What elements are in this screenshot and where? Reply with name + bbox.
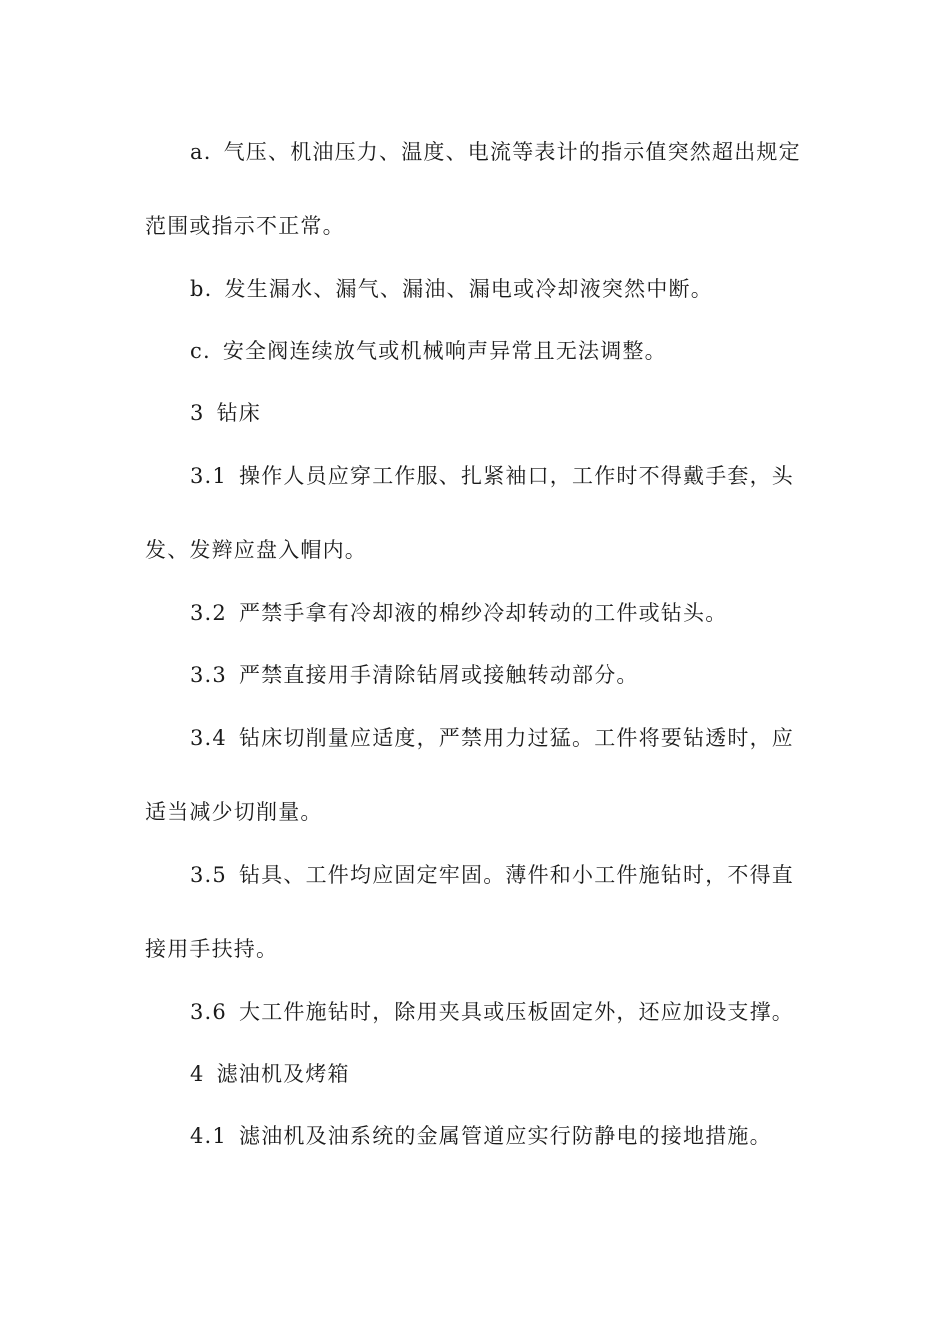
item-marker: a. [190, 140, 212, 164]
clause-3-4 [190, 723, 794, 753]
section-heading-3 [190, 398, 261, 428]
section-heading-4 [190, 1059, 350, 1089]
clause-4-1 [190, 1121, 772, 1151]
paragraph-text: 气压、机油压力、温度、电流等表计的指示值突然超出规定 [223, 140, 801, 164]
clause-3-3 [190, 660, 639, 690]
section-number: 3 [190, 401, 205, 425]
paragraph-text: 安全阀连续放气或机械响声异常且无法调整。 [222, 339, 667, 363]
list-item-a [190, 137, 801, 167]
paragraph-text: 滤油机及油系统的金属管道应实行防静电的接地措施。 [239, 1124, 772, 1148]
clause-number: 3.2 [190, 601, 227, 625]
paragraph-text: 发、发辫应盘入帽内。 [145, 538, 367, 562]
clause-3-1-continued [145, 535, 367, 565]
list-item-c [190, 336, 667, 366]
section-title: 钻床 [216, 401, 261, 425]
section-number: 4 [190, 1062, 205, 1086]
paragraph-text: 接用手扶持。 [145, 937, 279, 961]
paragraph-text: 范围或指示不正常。 [145, 214, 345, 238]
clause-number: 3.3 [190, 663, 227, 687]
clause-3-2 [190, 598, 727, 628]
item-marker: c. [190, 339, 211, 363]
paragraph-text: 严禁手拿有冷却液的棉纱冷却转动的工件或钻头。 [239, 601, 728, 625]
paragraph-text: 严禁直接用手清除钻屑或接触转动部分。 [239, 663, 639, 687]
clause-number: 3.5 [190, 863, 227, 887]
paragraph-text: 操作人员应穿工作服、扎紧袖口，工作时不得戴手套，头 [239, 464, 794, 488]
clause-3-5 [190, 860, 794, 890]
clause-number: 3.6 [190, 1000, 227, 1024]
item-marker: b. [190, 277, 213, 301]
paragraph-text: 适当减少切削量。 [145, 800, 323, 824]
clause-3-6 [190, 997, 794, 1027]
section-title: 滤油机及烤箱 [216, 1062, 350, 1086]
paragraph-text: 发生漏水、漏气、漏油、漏电或冷却液突然中断。 [224, 277, 713, 301]
clause-number: 3.1 [190, 464, 227, 488]
clause-3-1 [190, 461, 794, 491]
clause-number: 3.4 [190, 726, 227, 750]
paragraph-text: 钻床切削量应适度，严禁用力过猛。工件将要钻透时，应 [239, 726, 794, 750]
paragraph-text: 钻具、工件均应固定牢固。薄件和小工件施钻时，不得直 [239, 863, 794, 887]
list-item-b [190, 274, 713, 304]
clause-3-5-continued [145, 934, 278, 964]
clause-3-4-continued [145, 797, 323, 827]
list-item-a-continued [145, 211, 345, 241]
clause-number: 4.1 [190, 1124, 227, 1148]
paragraph-text: 大工件施钻时，除用夹具或压板固定外，还应加设支撑。 [239, 1000, 794, 1024]
